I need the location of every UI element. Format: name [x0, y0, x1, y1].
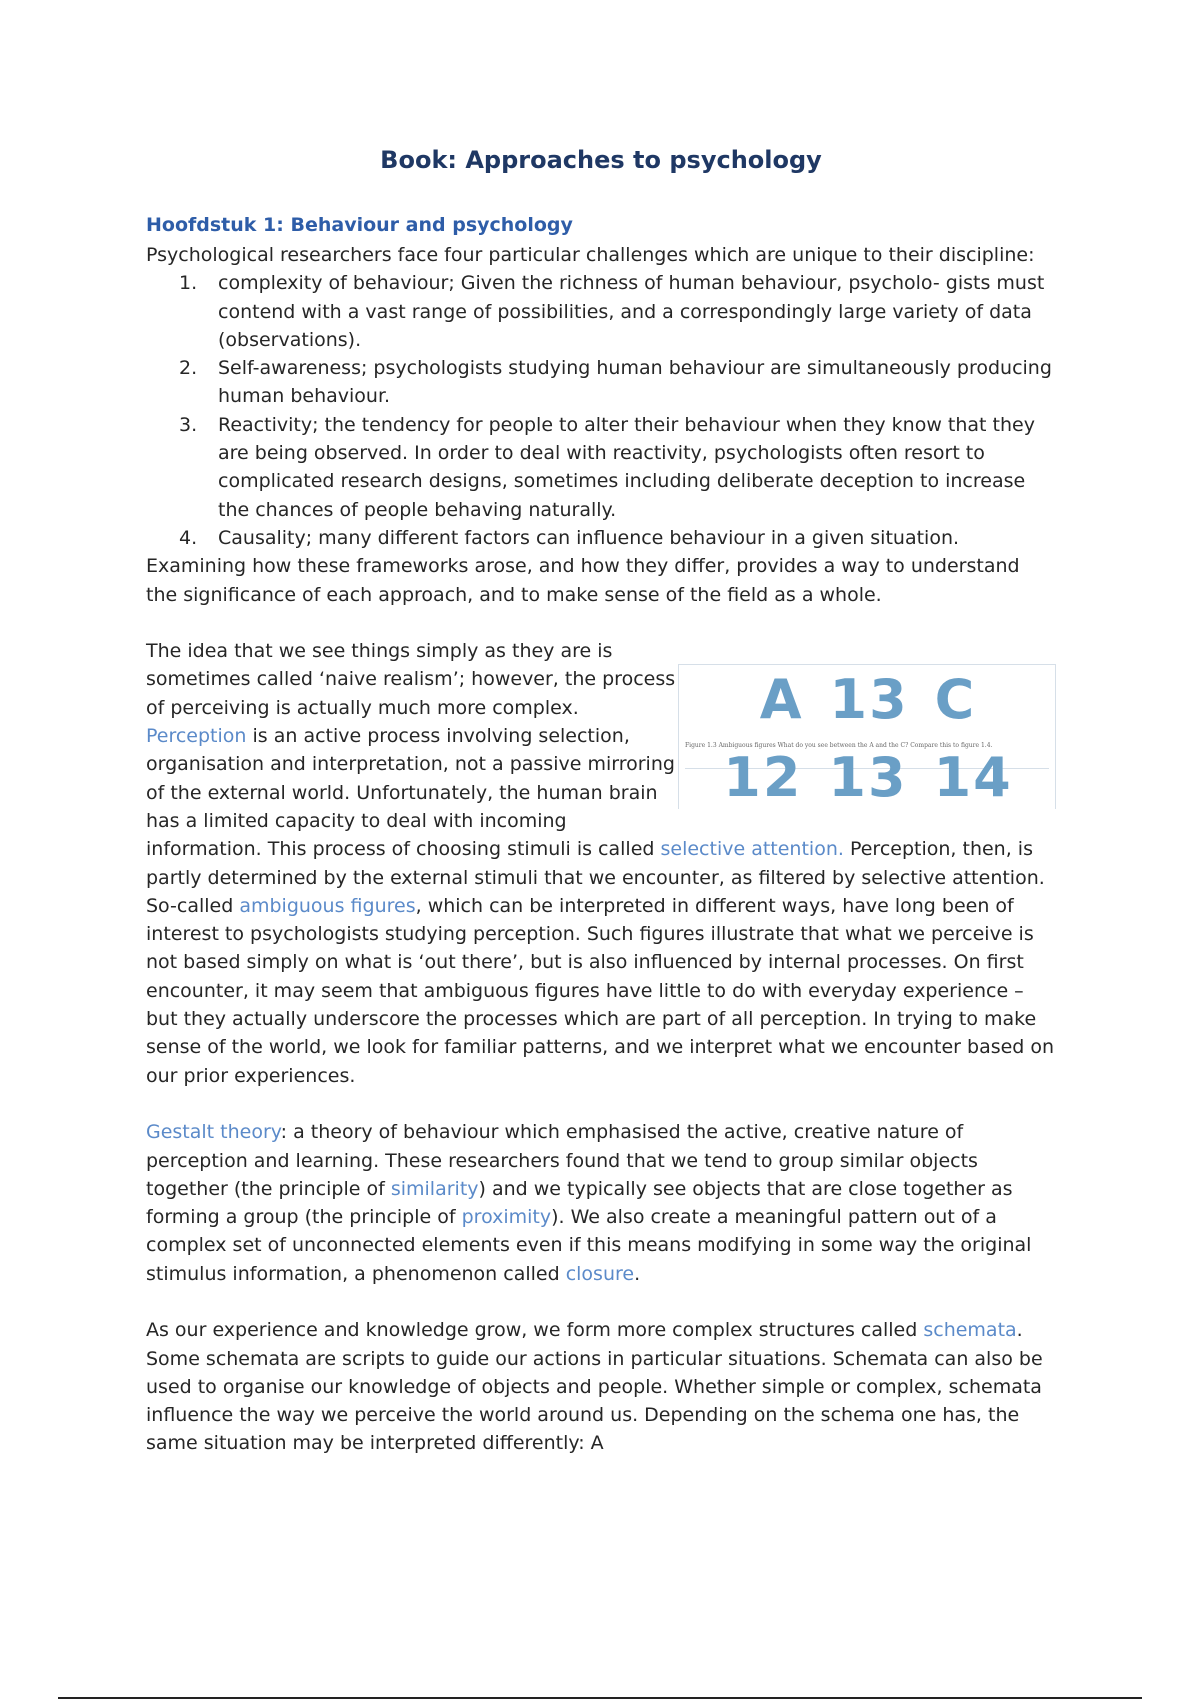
chapter-heading: Hoofdstuk 1: Behaviour and psychology — [146, 214, 573, 236]
perception-link[interactable]: Perception — [146, 725, 247, 748]
gestalt-theory-link[interactable]: Gestalt theory — [146, 1121, 281, 1144]
selective-attention-link[interactable]: selective attention. — [660, 838, 844, 861]
perception-section — [146, 637, 1056, 1090]
list-item — [146, 269, 1056, 354]
intro-paragraph: Psychological researchers face four particular challenges which are unique to their discipline: — [146, 244, 1035, 266]
list-item — [146, 354, 1056, 411]
figure-glyph: 13 — [828, 746, 908, 810]
text-run: : a theory of behaviour which emphasised the active, creative nature of perception and learning. These researchers found that we tend to group similar objects together (the principle of — [146, 1121, 978, 1200]
figure-glyph: 14 — [933, 746, 1013, 810]
gestalt-paragraph — [146, 1118, 1056, 1288]
list-item — [146, 411, 1056, 524]
schemata-link[interactable]: schemata — [923, 1319, 1017, 1342]
ambiguous-figures-link[interactable]: ambiguous figures — [239, 894, 416, 917]
document-title: Book: Approaches to psychology — [380, 146, 822, 174]
ambiguous-figure — [678, 664, 1056, 809]
similarity-link[interactable]: similarity — [390, 1177, 479, 1200]
after-list-paragraph: Examining how these frameworks arose, and how they differ, provides a way to understand the significance of each approach, and to make sense of the field as a whole. — [146, 555, 1020, 606]
list-number: 4. — [179, 526, 198, 549]
text-run: Perception, then, is partly determined by the external stimuli that we encounter, as filtered by selective attention. So-called — [146, 838, 1045, 917]
text-run: ) and we typically see objects that are close together as forming a group (the principle of — [146, 1177, 1013, 1229]
list-item-text: Reactivity; the tendency for people to alter their behaviour when they know that they are being observed. In order to deal with reactivity, psychologists often resort to complicated research designs, sometimes including deliberate deception to increase the chances of people behaving naturally. — [218, 413, 1035, 521]
figure-glyph: 13 — [829, 668, 909, 732]
text-run: ). We also create a meaningful pattern out of a complex set of unconnected elements even if this means modifying in some way the original stimulus information, a phenomenon called — [146, 1206, 1032, 1285]
document-body — [146, 241, 1056, 1458]
list-number: 2. — [179, 357, 198, 380]
text-run: . — [634, 1262, 641, 1285]
list-item-text: Causality; many different factors can influence behaviour in a given situation. — [218, 526, 960, 549]
figure-glyph: C — [934, 668, 977, 732]
schemata-paragraph — [146, 1316, 1056, 1457]
figure-glyph: 12 — [723, 746, 803, 810]
figure-glyph: A — [759, 668, 804, 732]
list-item — [146, 524, 1056, 552]
figure-row-letters — [679, 668, 1057, 732]
text-run: . Some schemata are scripts to guide our actions in particular situations. Schemata can also be used to organise our knowledge of objects and people. Whether simple or complex, schemata influence the way we perceive the world around us. Depending on the schema one has, the same situation may be interpreted differently: A — [146, 1319, 1043, 1455]
figure-caption: Figure 1.3 Ambiguous figures What do you see between the A and the C? Compare this to figure 1.4. — [685, 732, 1049, 769]
text-run: The idea that we see things simply as they are is sometimes called ‘naive realism’; however, the process of perceiving is actually much more complex. — [146, 640, 676, 719]
proximity-link[interactable]: proximity — [461, 1206, 552, 1229]
list-number: 3. — [179, 413, 198, 436]
closure-link[interactable]: closure — [565, 1262, 635, 1285]
list-number: 1. — [179, 272, 198, 295]
challenges-list — [146, 269, 1056, 552]
list-item-text: Self-awareness; psychologists studying human behaviour are simultaneously producing human behaviour. — [218, 357, 1052, 408]
text-run: , which can be interpreted in different ways, have long been of interest to psychologists studying perception. Such figures illustrate that what we perceive is not based simply on what is ‘out there’, but is also influenced by internal processes. On first encounter, it may seem that ambiguous figures have little to do with everyday experience – but they actually underscore the processes which are part of all perception. In trying to make sense of the world, we look for familiar patterns, and we interpret what we encounter based on our prior experiences. — [146, 894, 1055, 1087]
footer-divider — [58, 1697, 1142, 1699]
text-run: is an active process involving selection, organisation and interpretation, not a passive mirroring of the external world. Unfortunately, the human brain has a limited capacity to deal with incoming information. This process of choosing stimuli is called — [146, 725, 675, 861]
list-item-text: complexity of behaviour; Given the richness of human behaviour, psycholo- gists must contend with a vast range of possibilities, and a correspondingly large variety of data (observations). — [218, 272, 1045, 351]
text-run: As our experience and knowledge grow, we form more complex structures called — [146, 1319, 924, 1342]
